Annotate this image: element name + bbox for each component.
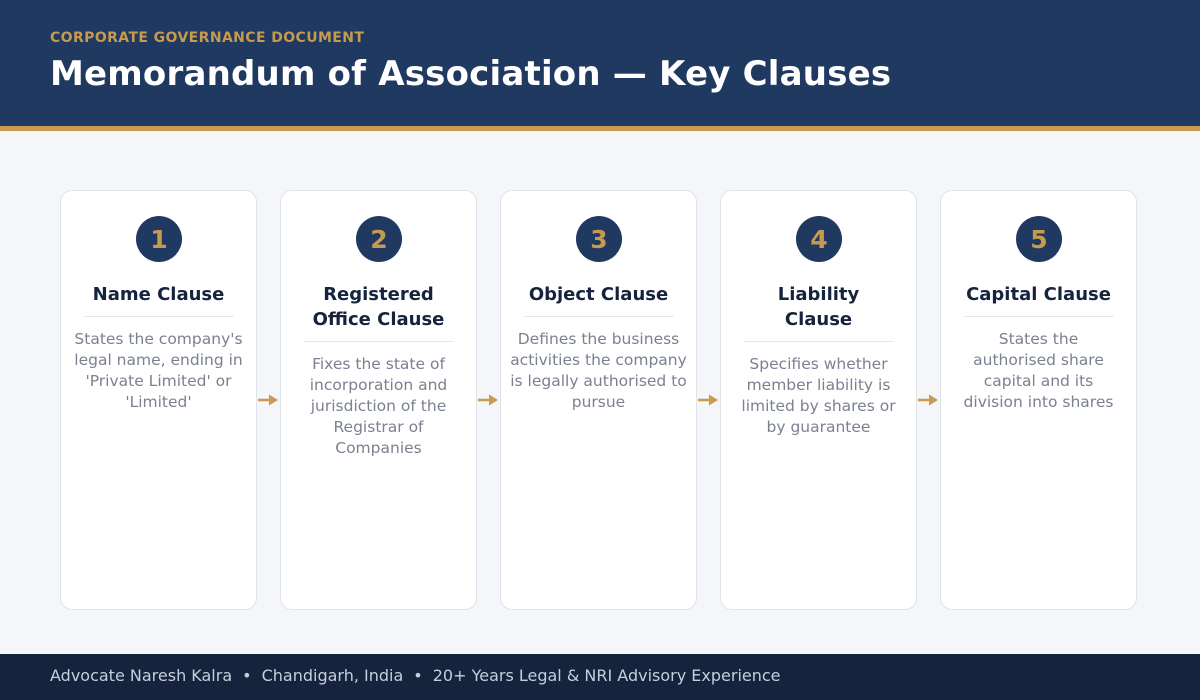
clause-title: Object Clause xyxy=(528,284,669,305)
clause-card-object xyxy=(500,190,697,610)
step-badge: 3 xyxy=(576,216,622,262)
clause-title: Liability Clause xyxy=(777,284,860,330)
footer-location: Chandigarh, India xyxy=(261,666,404,685)
arrow-right-icon xyxy=(917,393,939,407)
step-badge: 5 xyxy=(1016,216,1062,262)
header-banner xyxy=(0,0,1200,126)
footer-credits xyxy=(50,666,781,685)
header-accent-rule xyxy=(0,126,1200,131)
arrow-right-icon xyxy=(697,393,719,407)
clause-title: Capital Clause xyxy=(966,284,1111,305)
clause-description: Fixes the state of incorporation and jurisdiction of the Registrar of Companies xyxy=(309,355,448,457)
footer-experience: 20+ Years Legal & NRI Advisory Experience xyxy=(432,666,781,685)
clause-description: States the authorised share capital and its division into shares xyxy=(963,330,1114,411)
clause-card-registered-office xyxy=(280,190,477,610)
step-badge: 4 xyxy=(796,216,842,262)
divider xyxy=(964,316,1114,317)
footer-separator: • xyxy=(413,666,423,685)
clause-title: Registered Office Clause xyxy=(312,284,445,330)
clause-card-name xyxy=(60,190,257,610)
arrow-right-icon xyxy=(477,393,499,407)
divider xyxy=(524,316,674,317)
clause-title: Name Clause xyxy=(92,284,225,305)
step-badge: 2 xyxy=(356,216,402,262)
step-badge: 1 xyxy=(136,216,182,262)
clause-description: States the company's legal name, ending in 'Private Limited' or 'Limited' xyxy=(74,330,243,411)
footer-bar xyxy=(0,654,1200,700)
page-title: Memorandum of Association — Key Clauses xyxy=(50,54,892,94)
arrow-right-icon xyxy=(257,393,279,407)
clause-card-capital xyxy=(940,190,1137,610)
document-category: CORPORATE GOVERNANCE DOCUMENT xyxy=(50,30,365,46)
footer-author: Advocate Naresh Kalra xyxy=(50,666,233,685)
divider xyxy=(84,316,234,317)
divider xyxy=(304,341,454,342)
clause-description: Specifies whether member liability is limited by shares or by guarantee xyxy=(741,355,896,436)
clause-flow xyxy=(60,190,1140,610)
clause-description: Defines the business activities the company is legally authorised to pursue xyxy=(510,330,687,411)
divider xyxy=(744,341,894,342)
footer-separator: • xyxy=(242,666,252,685)
clause-card-liability xyxy=(720,190,917,610)
